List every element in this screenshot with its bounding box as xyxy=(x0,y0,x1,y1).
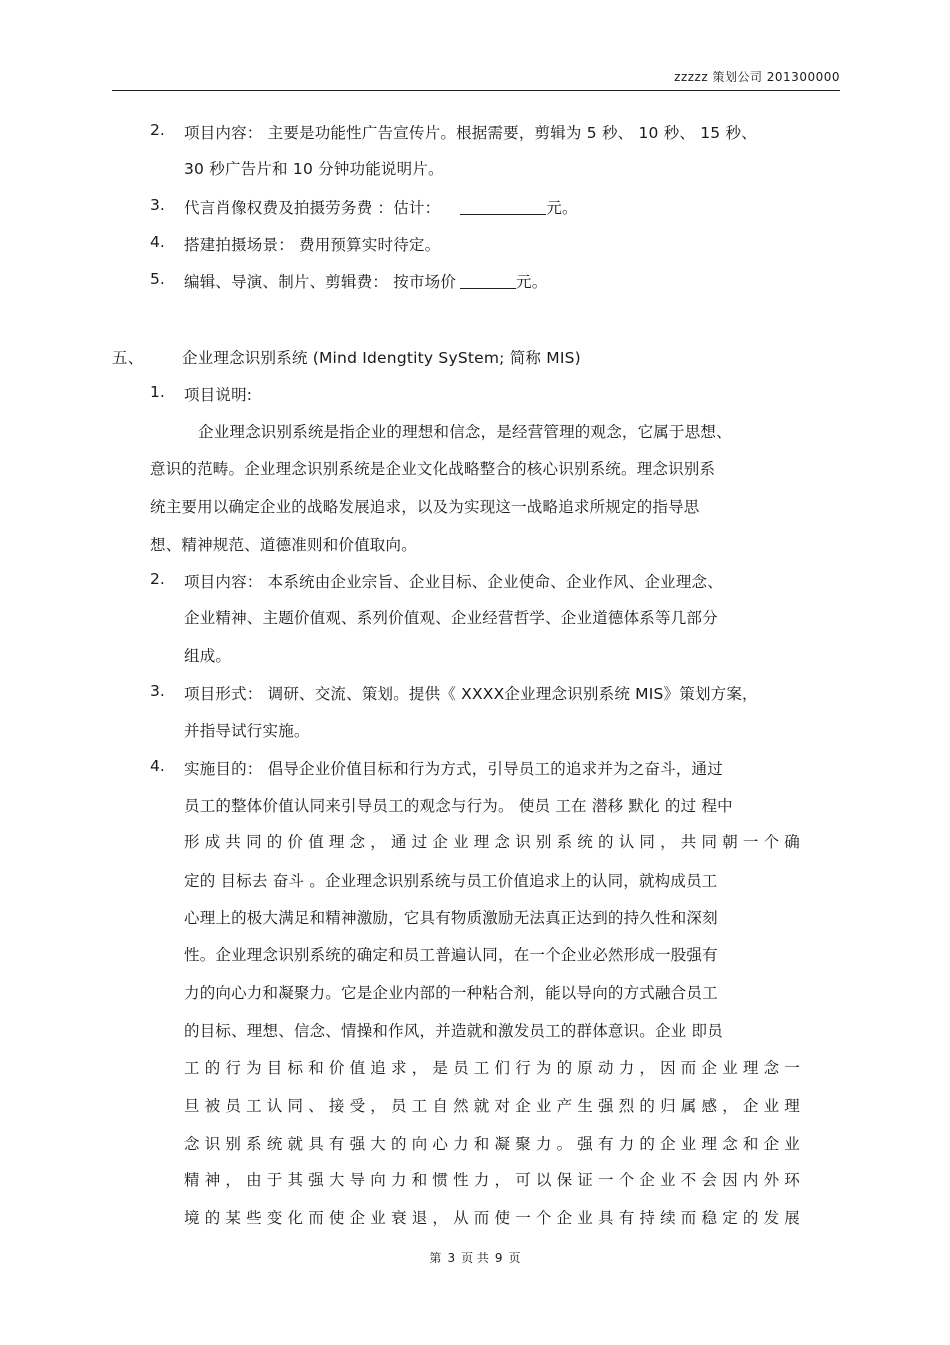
item-label: 代言肖像权费及拍摄劳务费 ：估计： xyxy=(184,199,441,217)
paragraph-line: 意识的范畴。企业理念识别系统是企业文化战略整合的核心识别系统。理念识别系 xyxy=(150,460,716,478)
item-text: 的目标、理想、信念、情操和作风，并造就和激发员工的群体意识。企业 即员 xyxy=(184,1022,723,1040)
item-text: 境的某些变化而使企业衰退，从而使一个企业具有持续而稳定的发展 xyxy=(184,1209,806,1227)
item-text: 员工的整体价值认同来引导员工的观念与行为。 使员 工在 潜移 默化 的过 程中 xyxy=(184,797,733,815)
item-text: 定的 目标去 奋斗 。企业理念识别系统与员工价值追求上的认同，就构成员工 xyxy=(184,872,718,890)
page-footer xyxy=(0,1249,950,1266)
item-number: 5. xyxy=(150,270,165,288)
item-number: 2. xyxy=(150,121,165,139)
fill-in-blank xyxy=(460,200,546,215)
item-label: 编辑、导演、制片、剪辑费： 按市场价 xyxy=(184,273,457,291)
fill-in-blank xyxy=(460,274,516,289)
item-text: 搭建拍摄场景： 费用预算实时待定。 xyxy=(184,236,441,254)
footer-prefix: 第 xyxy=(429,1251,442,1265)
header-rule xyxy=(112,90,840,91)
page-header: zzzzz 策划公司 201300000 xyxy=(674,70,840,84)
item-number: 3. xyxy=(150,682,165,700)
footer-suffix: 页 xyxy=(508,1251,521,1265)
unit-suffix: 元。 xyxy=(546,199,578,217)
item-text: 项目内容： 主要是功能性广告宣传片。根据需要，剪辑为 5 秒、 10 秒、 15 秒、 xyxy=(184,124,757,142)
item-number: 3. xyxy=(150,196,165,214)
paragraph-line: 企业理念识别系统是指企业的理想和信念，是经营管理的观念，它属于思想、 xyxy=(198,423,732,441)
item-text: 项目内容： 本系统由企业宗旨、企业目标、企业使命、企业作风、企业理念、 xyxy=(184,573,723,591)
item-text: 念识别系统就具有强大的向心力和凝聚力。强有力的企业理念和企业 xyxy=(184,1135,806,1153)
item-text: 旦被员工认同、接受，员工自然就对企业产生强烈的归属感，企业理 xyxy=(184,1097,806,1115)
item-text: 形成共同的价值理念，通过企业理念识别系统的认同，共同朝一个确 xyxy=(184,833,806,851)
section-number: 五、 xyxy=(112,349,144,367)
item-text: 项目形式： 调研、交流、策划。提供《 XXXX企业理念识别系统 MIS》策划方案， xyxy=(184,685,758,703)
item-number: 2. xyxy=(150,570,165,588)
footer-mid: 页 共 xyxy=(461,1251,489,1265)
paragraph-line: 想、精神规范、道德准则和价值取向。 xyxy=(150,536,417,554)
item-text: 企业精神、主题价值观、系列价值观、企业经营哲学、企业道德体系等几部分 xyxy=(184,609,718,627)
item-text: 精神，由于其强大导向力和惯性力，可以保证一个企业不会因内外环 xyxy=(184,1171,806,1189)
item-label: 项目说明: xyxy=(184,386,253,404)
item-number: 4. xyxy=(150,757,165,775)
item-text: 力的向心力和凝聚力。它是企业内部的一种粘合剂，能以导向的方式融合员工 xyxy=(184,984,718,1002)
item-text xyxy=(184,270,547,292)
total-pages: 9 xyxy=(494,1251,503,1265)
item-text: 并指导试行实施。 xyxy=(184,722,310,740)
unit-suffix: 元。 xyxy=(516,273,548,291)
item-number: 1. xyxy=(150,383,165,401)
item-text: 工的行为目标和价值追求，是员工们行为的原动力，因而企业理念一 xyxy=(184,1059,806,1077)
section-title: 企业理念识别系统 (Mind Idengtity SyStem; 简称 MIS) xyxy=(182,349,581,367)
item-text: 心理上的极大满足和精神激励，它具有物质激励无法真正达到的持久性和深刻 xyxy=(184,909,718,927)
item-text: 组成。 xyxy=(184,647,232,665)
item-text: 性。企业理念识别系统的确定和员工普遍认同，在一个企业必然形成一股强有 xyxy=(184,946,718,964)
item-text: 实施目的： 倡导企业价值目标和行为方式，引导员工的追求并为之奋斗，通过 xyxy=(184,760,723,778)
paragraph-line: 统主要用以确定企业的战略发展追求，以及为实现这一战略追求所规定的指导思 xyxy=(150,498,700,516)
item-text xyxy=(184,196,578,218)
item-text: 30 秒广告片和 10 分钟功能说明片。 xyxy=(184,160,444,178)
item-number: 4. xyxy=(150,233,165,251)
current-page: 3 xyxy=(447,1251,456,1265)
